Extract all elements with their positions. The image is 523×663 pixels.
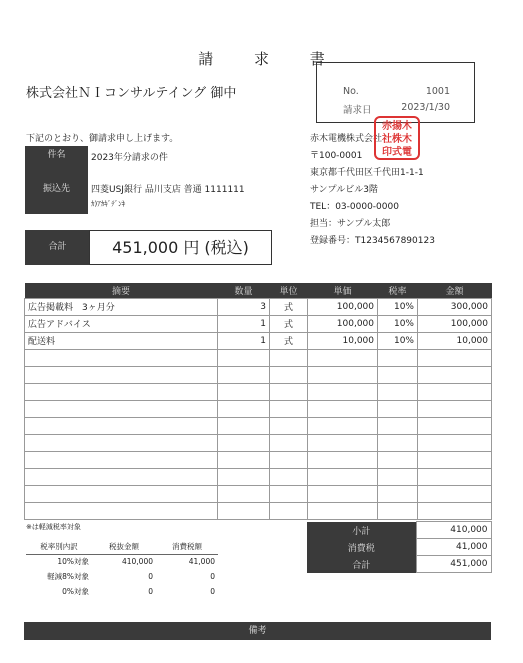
table-row <box>25 366 492 383</box>
cell-tax-rate: 10% <box>378 332 418 349</box>
cell-amount <box>418 366 492 383</box>
cell-unit: 式 <box>270 332 308 349</box>
cell-tax-rate <box>378 349 418 366</box>
cell-amount: 300,000 <box>418 298 492 315</box>
summary-value: 451,000 <box>416 556 491 573</box>
cell-unit <box>270 349 308 366</box>
cell-description: 広告掲載料 3ヶ月分 <box>25 298 218 315</box>
cell-unit: 式 <box>270 315 308 332</box>
cell-tax-rate <box>378 400 418 417</box>
cell-quantity: 1 <box>218 332 270 349</box>
cell-quantity <box>218 468 270 485</box>
column-header-tax-rate: 税率 <box>378 283 418 298</box>
summary-value: 41,000 <box>416 539 491 556</box>
cell-unit-price <box>308 434 378 451</box>
tax-cell-taxable: 0 <box>148 587 153 596</box>
stamp-line: 社株木 <box>382 134 412 145</box>
cell-amount <box>418 434 492 451</box>
cell-tax-rate <box>378 485 418 502</box>
cell-amount <box>418 502 492 519</box>
items-table <box>24 283 492 520</box>
cell-description <box>25 383 218 400</box>
summary-label: 消費税 <box>307 539 416 556</box>
cell-quantity: 1 <box>218 315 270 332</box>
cell-unit-price: 100,000 <box>308 298 378 315</box>
cell-unit-price <box>308 485 378 502</box>
cell-quantity <box>218 383 270 400</box>
cell-tax-rate: 10% <box>378 298 418 315</box>
tax-cell-tax: 0 <box>210 572 215 581</box>
summary-row <box>307 556 491 573</box>
cell-unit-price <box>308 383 378 400</box>
cell-quantity <box>218 485 270 502</box>
cell-tax-rate <box>378 434 418 451</box>
table-row <box>25 400 492 417</box>
cell-unit <box>270 485 308 502</box>
cell-tax-rate <box>378 451 418 468</box>
tax-header-row <box>26 540 218 554</box>
tax-cell-rate: 軽減8%対象 <box>47 572 89 581</box>
cell-unit-price <box>308 468 378 485</box>
company-seal-stamp <box>374 116 420 160</box>
stamp-line: 印式電 <box>382 147 412 158</box>
tax-row <box>26 584 218 599</box>
cell-quantity <box>218 502 270 519</box>
summary-row <box>307 522 491 539</box>
issuer-postal: 〒100-0001 <box>310 151 363 161</box>
tax-header-tax: 消費税額 <box>156 540 218 554</box>
cell-amount <box>418 417 492 434</box>
cell-unit <box>270 400 308 417</box>
cell-description <box>25 468 218 485</box>
cell-description <box>25 417 218 434</box>
cell-amount: 100,000 <box>418 315 492 332</box>
table-row <box>25 383 492 400</box>
cell-unit-price <box>308 417 378 434</box>
subject-value: 2023年分請求の件 <box>91 153 168 163</box>
summary-body <box>307 522 491 573</box>
cell-tax-rate <box>378 468 418 485</box>
cell-unit <box>270 468 308 485</box>
invoice-number-value: 1001 <box>425 86 450 97</box>
table-row <box>25 485 492 502</box>
transfer-label: 振込先 <box>25 164 88 214</box>
column-header-quantity: 数量 <box>218 283 270 298</box>
cell-unit <box>270 383 308 400</box>
cell-unit-price: 10,000 <box>308 332 378 349</box>
tax-breakdown-table <box>26 540 218 599</box>
intro-text: 下記のとおり、御請求申し上げます。 <box>26 134 179 144</box>
cell-quantity <box>218 400 270 417</box>
cell-quantity <box>218 417 270 434</box>
tax-header-taxable: 税抜金額 <box>92 540 156 554</box>
cell-unit-price: 100,000 <box>308 315 378 332</box>
column-header-unit: 単位 <box>270 283 308 298</box>
cell-description <box>25 451 218 468</box>
grand-total-value: 451,000 円 (税込) <box>89 230 272 265</box>
cell-unit: 式 <box>270 298 308 315</box>
cell-amount: 10,000 <box>418 332 492 349</box>
issuer-registration-number: 登録番号：T1234567890123 <box>310 236 435 246</box>
cell-description <box>25 434 218 451</box>
cell-amount <box>418 400 492 417</box>
column-header-description: 摘要 <box>25 283 218 298</box>
cell-quantity <box>218 434 270 451</box>
cell-quantity <box>218 349 270 366</box>
tax-row <box>26 554 218 569</box>
cell-unit-price <box>308 451 378 468</box>
summary-value: 410,000 <box>416 522 491 539</box>
cell-description <box>25 366 218 383</box>
cell-tax-rate: 10% <box>378 315 418 332</box>
subject-label: 件名 <box>25 146 88 164</box>
tax-body <box>26 554 218 599</box>
table-row <box>25 349 492 366</box>
transfer-account-name: ｶ)ｱｶｷﾞﾃﾞﾝｷ <box>91 200 126 208</box>
cell-quantity <box>218 366 270 383</box>
invoice-date-label: 請求日 <box>343 105 372 116</box>
tax-cell-tax: 0 <box>210 587 215 596</box>
invoice-number-label: No. <box>343 86 359 97</box>
cell-amount <box>418 451 492 468</box>
summary-label: 小計 <box>307 522 416 539</box>
tax-cell-rate: 0%対象 <box>62 587 89 596</box>
cell-amount <box>418 485 492 502</box>
cell-description <box>25 400 218 417</box>
client-name: 株式会社ＮＩコンサルテイング 御中 <box>26 86 237 101</box>
issuer-company: 赤木電機株式会社 <box>310 134 383 144</box>
items-header-row <box>25 283 492 298</box>
table-row <box>25 417 492 434</box>
tax-header-rate: 税率別内訳 <box>26 540 92 554</box>
table-row <box>25 502 492 519</box>
column-header-unit-price: 単価 <box>308 283 378 298</box>
cell-unit-price <box>308 366 378 383</box>
cell-unit <box>270 417 308 434</box>
tax-cell-taxable: 0 <box>148 572 153 581</box>
cell-quantity: 3 <box>218 298 270 315</box>
cell-quantity <box>218 451 270 468</box>
table-row <box>25 468 492 485</box>
cell-unit-price <box>308 502 378 519</box>
summary-row <box>307 539 491 556</box>
cell-amount <box>418 349 492 366</box>
cell-unit-price <box>308 400 378 417</box>
table-row <box>25 332 492 349</box>
table-row <box>25 315 492 332</box>
tax-row <box>26 569 218 584</box>
cell-description: 配送料 <box>25 332 218 349</box>
grand-total-label: 合計 <box>25 230 90 265</box>
cell-unit <box>270 366 308 383</box>
reduced-tax-note: ※は軽減税率対象 <box>26 523 81 531</box>
cell-description <box>25 349 218 366</box>
cell-tax-rate <box>378 383 418 400</box>
table-row <box>25 434 492 451</box>
transfer-bank: 四菱USJ銀行 品川支店 普通 1111111 <box>91 185 245 195</box>
column-header-amount: 金額 <box>418 283 492 298</box>
tax-cell-taxable: 410,000 <box>121 557 153 567</box>
invoice-info-box <box>316 62 475 123</box>
cell-unit <box>270 434 308 451</box>
table-row <box>25 298 492 315</box>
cell-unit <box>270 502 308 519</box>
remarks-header: 備考 <box>24 622 491 640</box>
stamp-line: 赤揚木 <box>382 121 412 132</box>
issuer-tel: TEL：03-0000-0000 <box>310 202 399 212</box>
items-body <box>25 298 492 519</box>
tax-cell-rate: 10%対象 <box>57 557 89 567</box>
invoice-date-value: 2023/1/30 <box>401 102 450 113</box>
tax-cell-tax: 41,000 <box>188 557 215 567</box>
cell-amount <box>418 468 492 485</box>
issuer-person: 担当：サンプル太郎 <box>310 219 391 229</box>
summary-table <box>307 521 492 573</box>
issuer-address1: 東京都千代田区千代田1-1-1 <box>310 168 424 178</box>
cell-unit <box>270 451 308 468</box>
summary-label: 合計 <box>307 556 416 573</box>
cell-tax-rate <box>378 366 418 383</box>
cell-tax-rate <box>378 417 418 434</box>
table-row <box>25 451 492 468</box>
cell-description <box>25 502 218 519</box>
cell-amount <box>418 383 492 400</box>
issuer-address2: サンプルビル3階 <box>310 185 378 195</box>
document-title: 請 求 書 <box>198 50 343 68</box>
cell-description: 広告アドバイス <box>25 315 218 332</box>
cell-tax-rate <box>378 502 418 519</box>
cell-description <box>25 485 218 502</box>
cell-unit-price <box>308 349 378 366</box>
